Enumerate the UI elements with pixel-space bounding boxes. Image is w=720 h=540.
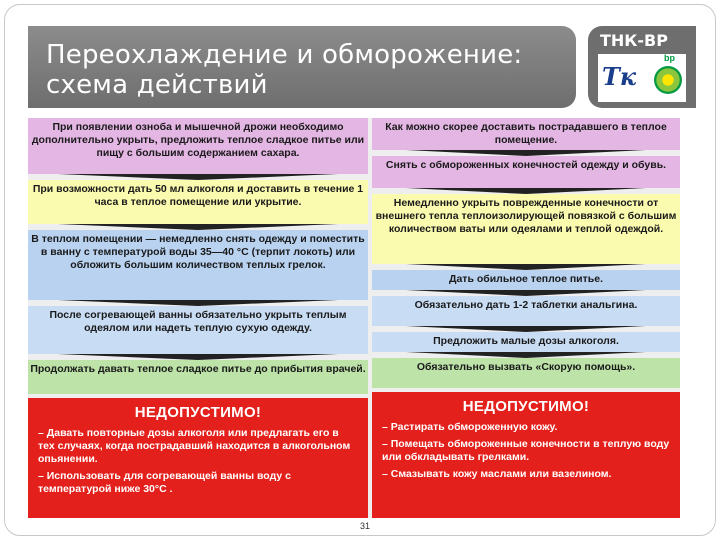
tnk-mark: Тк: [602, 62, 637, 91]
right-forbidden-box: [372, 392, 680, 518]
right-forbidden-item-1: – Растирать обмороженную кожу.: [382, 421, 558, 433]
page-number: 31: [360, 521, 371, 531]
page-title-line2: схема действий: [46, 70, 268, 100]
left-forbidden-box: [28, 398, 368, 518]
left-forbidden-title: НЕДОПУСТИМО!: [134, 404, 262, 421]
right-step-4: Дать обильное теплое питье.: [372, 270, 680, 290]
left-step-4: После согревающей ванны обязательно укрыть теплым одеялом или надеть теплую сухую одежду.: [28, 306, 368, 354]
frostbite-column: [372, 118, 680, 518]
left-step-5: Продолжать давать теплое сладкое питье до прибытия врачей.: [28, 360, 368, 394]
page-title-line1: Переохлаждение и обморожение:: [46, 40, 523, 70]
right-step-7: Обязательно вызвать «Скорую помощь».: [372, 358, 680, 388]
scheme-content: [28, 118, 680, 518]
right-forbidden-item-3: – Смазывать кожу маслами или вазелином.: [382, 468, 612, 480]
right-step-2: Снять с обмороженных конечностей одежду и обувь.: [372, 156, 680, 188]
company-logo: [588, 26, 696, 108]
hypothermia-column: [28, 118, 368, 518]
left-forbidden-item-1: – Давать повторные дозы алкоголя или предлагать его в тех случаях, когда пострадавший находится в алкогольном опьянении.: [38, 427, 351, 465]
bp-helios-icon: [654, 66, 682, 94]
right-forbidden-title: НЕДОПУСТИМО!: [462, 398, 590, 415]
title-bar: [28, 26, 576, 108]
left-step-2: При возможности дать 50 мл алкоголя и доставить в течение 1 часа в теплое помещение или укрытие.: [28, 180, 368, 224]
right-step-6: Предложить малые дозы алкоголя.: [372, 332, 680, 352]
right-forbidden-item-2: – Помещать обмороженные конечности в теплую воду или обкладывать грелками.: [382, 438, 670, 463]
left-step-1: При появлении озноба и мышечной дрожи необходимо дополнительно укрыть, предложить теплое сладкое питье или пищу с большим содержанием сахара.: [28, 118, 368, 174]
logo-emblem: [598, 54, 686, 102]
right-step-5: Обязательно дать 1-2 таблетки анальгина.: [372, 296, 680, 326]
right-step-3: Немедленно укрыть поврежденные конечности от внешнего тепла теплоизолирующей повязкой с большим количеством ваты или одеялами и теплой одеждой.: [372, 194, 680, 264]
logo-text: ТНК-BP: [600, 31, 668, 50]
left-step-3: В теплом помещении — немедленно снять одежду и поместить в ванну с температурой воды 35—40 °С (терпит локоть) или обложить большим количеством теплых грелок.: [28, 230, 368, 300]
left-forbidden-item-2: – Использовать для согревающей ванны воду с температурой ниже 30°С .: [38, 470, 291, 495]
bp-text: bp: [664, 53, 675, 63]
right-step-1: Как можно скорее доставить пострадавшего в теплое помещение.: [372, 118, 680, 150]
